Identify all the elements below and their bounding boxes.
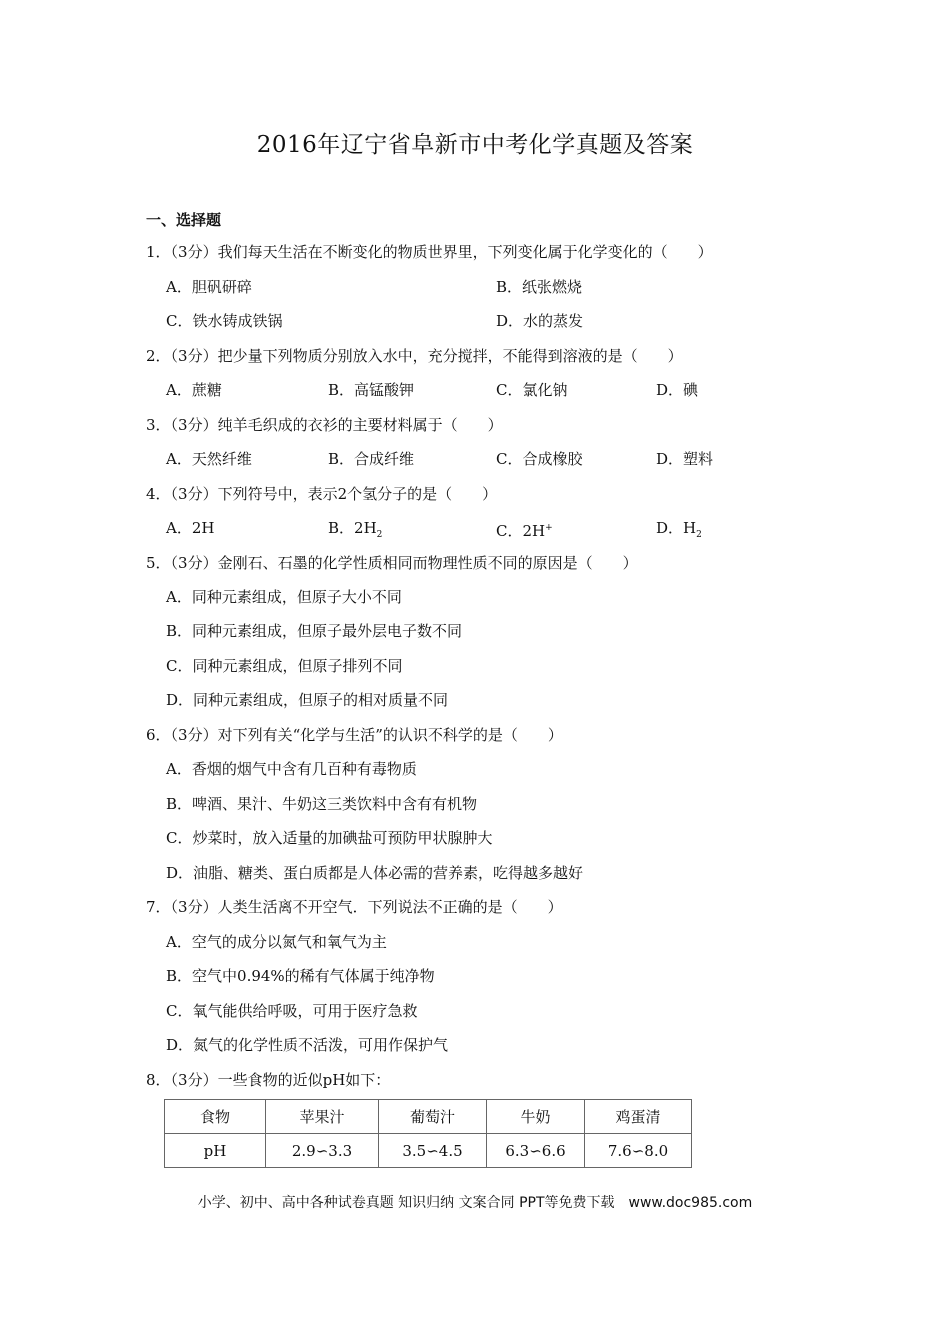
ph-table	[164, 1099, 692, 1168]
question-7-option-b: B．空气中0.94%的稀有气体属于纯净物	[166, 967, 435, 985]
question-7-option-d: D．氮气的化学性质不活泼，可用作保护气	[166, 1036, 449, 1054]
section-heading: 一、选择题	[146, 211, 222, 229]
question-4-option-d	[656, 517, 702, 539]
question-8-stem: 8．（3分）一些食物的近似pH如下：	[146, 1071, 391, 1089]
table-row	[165, 1100, 692, 1134]
question-5-option-a: A．同种元素组成，但原子大小不同	[166, 588, 402, 606]
table-cell: pH	[165, 1134, 266, 1168]
question-1-stem: 1．（3分）我们每天生活在不断变化的物质世界里，下列变化属于化学变化的（ ）	[146, 243, 713, 261]
table-header-cell: 葡萄汁	[379, 1100, 487, 1134]
table-header-cell: 牛奶	[487, 1100, 585, 1134]
question-4-stem: 4．（3分）下列符号中，表示2个氢分子的是（ ）	[146, 485, 498, 503]
page-footer: 小学、初中、高中各种试卷真题 知识归纳 文案合同 PPT等免费下载 www.doc985.com	[197, 1195, 753, 1211]
question-4-option-c	[496, 517, 553, 539]
question-3-option-a: A．天然纤维	[166, 450, 252, 468]
question-2-option-b: B．高锰酸钾	[328, 381, 415, 399]
question-4-option-a	[166, 517, 214, 539]
question-3-stem: 3．（3分）纯羊毛织成的衣衫的主要材料属于（ ）	[146, 416, 503, 434]
question-2-stem: 2．（3分）把少量下列物质分别放入水中，充分搅拌，不能得到溶液的是（ ）	[146, 347, 683, 365]
question-6-stem: 6．（3分）对下列有关“化学与生活”的认识不科学的是（ ）	[146, 726, 563, 744]
option-text: C．2H	[496, 522, 546, 540]
table-cell: 7.6∽8.0	[585, 1134, 692, 1168]
table-header-cell: 食物	[165, 1100, 266, 1134]
subscript: 2	[376, 530, 383, 540]
subscript: 2	[696, 530, 702, 540]
option-text: D．H	[656, 519, 697, 537]
question-7-stem: 7．（3分）人类生活离不开空气．下列说法不正确的是（ ）	[146, 898, 563, 916]
question-1-option-c: C．铁水铸成铁锅	[166, 312, 283, 330]
table-header-cell: 苹果汁	[266, 1100, 379, 1134]
question-6-option-b: B．啤酒、果汁、牛奶这三类饮料中含有有机物	[166, 795, 478, 813]
superscript: +	[545, 523, 553, 533]
table-cell: 6.3∽6.6	[487, 1134, 585, 1168]
table-header-cell: 鸡蛋清	[585, 1100, 692, 1134]
question-6-option-d: D．油脂、糖类、蛋白质都是人体必需的营养素，吃得越多越好	[166, 864, 584, 882]
option-text: B．2H	[328, 519, 377, 537]
question-3-option-c: C．合成橡胶	[496, 450, 583, 468]
question-3-option-d: D．塑料	[656, 450, 714, 468]
question-7-option-a: A．空气的成分以氮气和氧气为主	[166, 933, 387, 951]
question-4-option-b	[328, 517, 382, 539]
question-3-option-b: B．合成纤维	[328, 450, 415, 468]
question-2-option-c: C．氯化钠	[496, 381, 568, 399]
question-1-option-a: A．胆矾研碎	[166, 278, 252, 296]
question-5-option-b: B．同种元素组成，但原子最外层电子数不同	[166, 622, 463, 640]
table-cell: 3.5∽4.5	[379, 1134, 487, 1168]
question-5-option-d: D．同种元素组成，但原子的相对质量不同	[166, 691, 449, 709]
question-6-option-a: A．香烟的烟气中含有几百种有毒物质	[166, 760, 417, 778]
option-text: A．2H	[166, 519, 215, 537]
page-title: 2016年辽宁省阜新市中考化学真题及答案	[256, 132, 694, 158]
question-7-option-c: C．氧气能供给呼吸，可用于医疗急救	[166, 1002, 418, 1020]
question-5-stem: 5．（3分）金刚石、石墨的化学性质相同而物理性质不同的原因是（ ）	[146, 554, 638, 572]
question-2-option-a: A．蔗糖	[166, 381, 222, 399]
question-1-option-b: B．纸张燃烧	[496, 278, 583, 296]
question-5-option-c: C．同种元素组成，但原子排列不同	[166, 657, 403, 675]
question-6-option-c: C．炒菜时，放入适量的加碘盐可预防甲状腺肿大	[166, 829, 493, 847]
question-1-option-d: D．水的蒸发	[496, 312, 584, 330]
table-row	[165, 1134, 692, 1168]
table-cell: 2.9∽3.3	[266, 1134, 379, 1168]
question-2-option-d: D．碘	[656, 381, 699, 399]
